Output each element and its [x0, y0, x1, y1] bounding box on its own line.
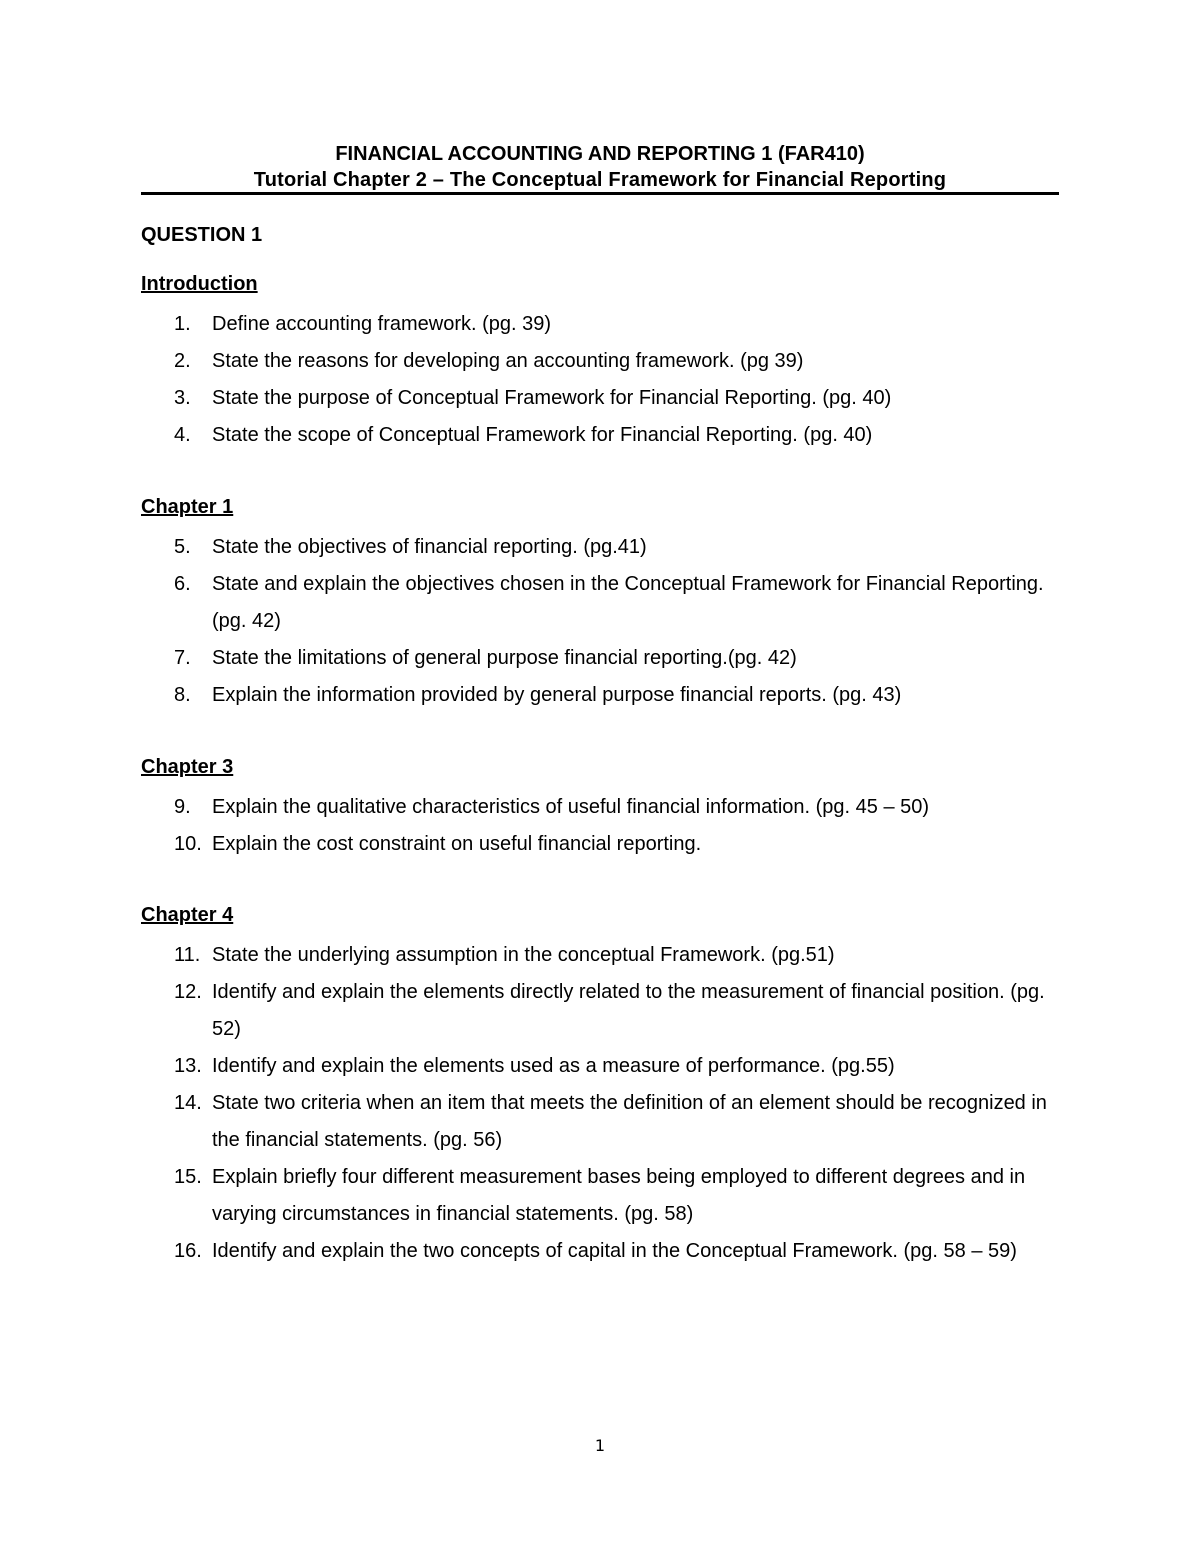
document-title: FINANCIAL ACCOUNTING AND REPORTING 1 (FAR410) [335, 143, 865, 165]
section-chapter-4 [141, 902, 1059, 1270]
list-item [141, 789, 1059, 826]
question-list [141, 306, 1059, 454]
item-number: 8. [174, 684, 191, 706]
section-introduction [141, 271, 1059, 454]
section-heading: Chapter 4 [141, 904, 234, 926]
list-item [141, 1085, 1059, 1159]
page-number: 1 [594, 1436, 606, 1455]
item-text: State two criteria when an item that meets the definition of an element should be recognized in the financial statements. (pg. 56) [212, 1092, 1047, 1151]
item-number: 1. [174, 313, 191, 335]
item-text: State the reasons for developing an accounting framework. (pg 39) [212, 350, 804, 372]
list-item [141, 677, 1059, 714]
item-number: 16. [174, 1240, 202, 1262]
section-chapter-1 [141, 494, 1059, 714]
list-item [141, 1048, 1059, 1085]
list-item [141, 974, 1059, 1048]
document-header [141, 141, 1059, 193]
question-list [141, 789, 1059, 863]
list-item [141, 1233, 1059, 1270]
question-list [141, 529, 1059, 714]
section-heading: Introduction [141, 273, 258, 295]
item-text: Explain briefly four different measurement bases being employed to different degrees and in varying circumstances in financial statements. (pg. 58) [212, 1166, 1026, 1225]
item-text: State and explain the objectives chosen in the Conceptual Framework for Financial Reporting. (pg. 42) [212, 573, 1044, 632]
list-item [141, 937, 1059, 974]
list-item [141, 306, 1059, 343]
list-item [141, 566, 1059, 640]
item-number: 2. [174, 350, 191, 372]
list-item [141, 640, 1059, 677]
item-text: Identify and explain the two concepts of capital in the Conceptual Framework. (pg. 58 – 59) [212, 1240, 1017, 1262]
list-item [141, 826, 1059, 863]
item-text: State the limitations of general purpose financial reporting.(pg. 42) [212, 647, 797, 669]
item-number: 13. [174, 1055, 202, 1077]
item-number: 11. [174, 944, 201, 966]
item-text: State the scope of Conceptual Framework for Financial Reporting. (pg. 40) [212, 424, 873, 446]
list-item [141, 1159, 1059, 1233]
item-text: Identify and explain the elements used as a measure of performance. (pg.55) [212, 1055, 895, 1077]
item-text: Identify and explain the elements directly related to the measurement of financial position. (pg. 52) [212, 981, 1045, 1040]
item-number: 5. [174, 536, 191, 558]
item-text: Explain the information provided by general purpose financial reports. (pg. 43) [212, 684, 902, 706]
section-chapter-3 [141, 754, 1059, 863]
item-number: 14. [174, 1092, 202, 1114]
section-heading: Chapter 3 [141, 756, 234, 778]
item-number: 7. [174, 647, 191, 669]
item-text: State the underlying assumption in the conceptual Framework. (pg.51) [212, 944, 835, 966]
question-label: QUESTION 1 [141, 224, 263, 246]
list-item [141, 529, 1059, 566]
section-heading: Chapter 1 [141, 496, 234, 518]
item-text: Define accounting framework. (pg. 39) [212, 313, 552, 335]
list-item [141, 417, 1059, 454]
item-text: State the objectives of financial reporting. (pg.41) [212, 536, 647, 558]
item-text: Explain the cost constraint on useful financial reporting. [212, 833, 702, 855]
item-number: 15. [174, 1166, 202, 1188]
item-number: 12. [174, 981, 202, 1003]
question-list [141, 937, 1059, 1270]
item-text: State the purpose of Conceptual Framework for Financial Reporting. (pg. 40) [212, 387, 892, 409]
list-item [141, 343, 1059, 380]
item-number: 4. [174, 424, 191, 446]
item-number: 3. [174, 387, 191, 409]
document-subtitle: Tutorial Chapter 2 – The Conceptual Framework for Financial Reporting [253, 169, 947, 191]
item-number: 10. [174, 833, 202, 855]
item-number: 9. [174, 796, 191, 818]
item-number: 6. [174, 573, 191, 595]
header-divider [141, 192, 1059, 195]
item-text: Explain the qualitative characteristics of useful financial information. (pg. 45 – 50) [212, 796, 930, 818]
list-item [141, 380, 1059, 417]
